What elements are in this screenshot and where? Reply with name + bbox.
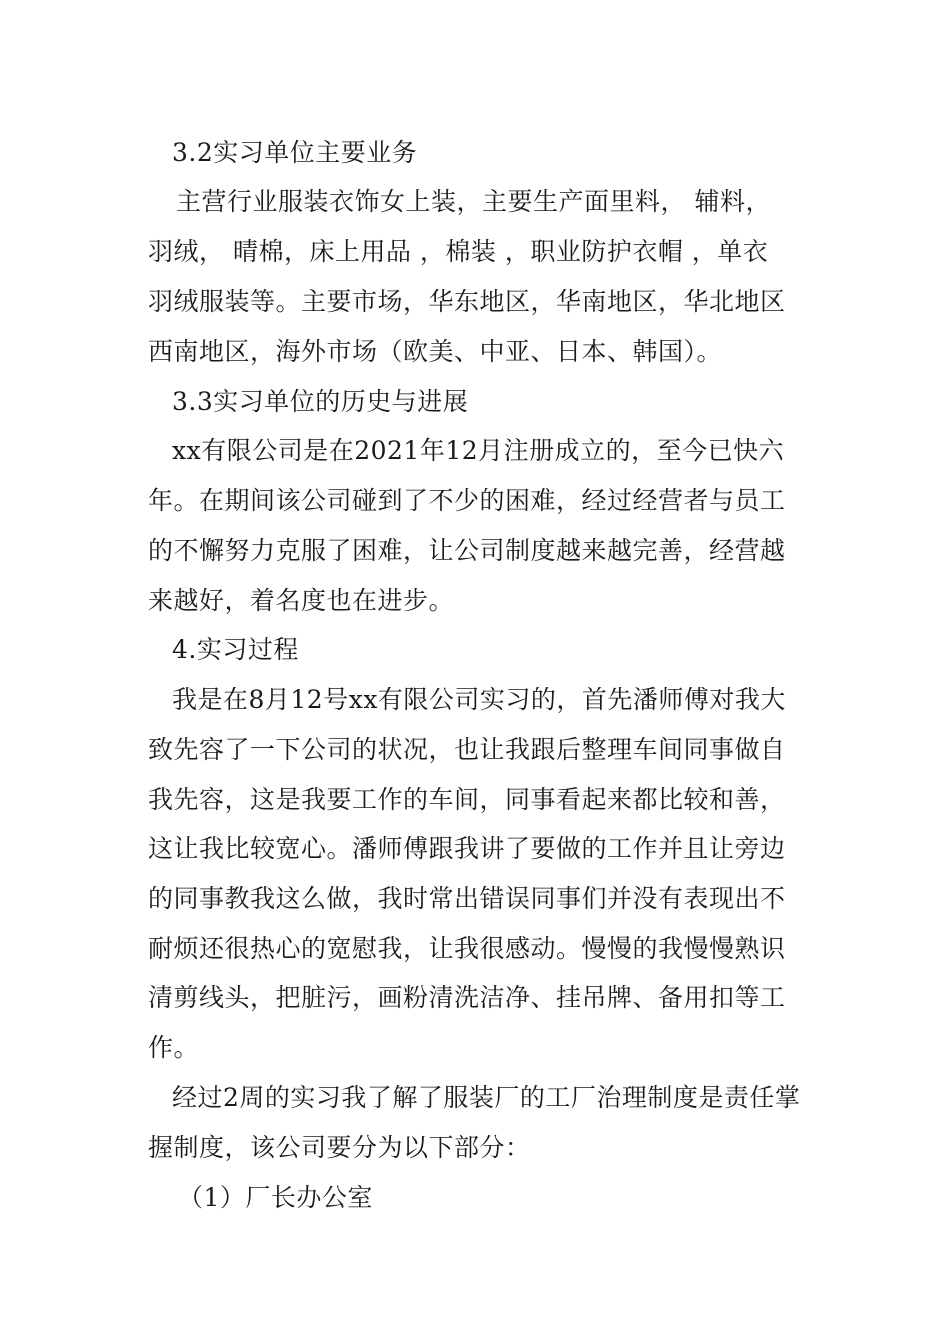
paragraph-line: 来越好，着名度也在进步。 — [148, 586, 455, 615]
section-heading-4: 4.实习过程 — [172, 635, 299, 664]
paragraph-line: 西南地区，海外市场（欧美、中亚、日本、韩国）。 — [148, 337, 723, 366]
paragraph-line: 主营行业服装衣饰女上装，主要生产面里料， 辅料， — [176, 187, 771, 216]
section-heading-3-2: 3.2实习单位主要业务 — [172, 138, 418, 167]
paragraph-line: 羽绒， 晴棉，床上用品 ，棉装 ，职业防护衣帽 ，单衣 — [148, 237, 769, 266]
paragraph-line: 这让我比较宽心。潘师傅跟我讲了要做的工作并且让旁边 — [148, 834, 786, 863]
paragraph-line: 羽绒服装等。主要市场，华东地区，华南地区，华北地区 — [148, 287, 786, 316]
paragraph-line: 年。在期间该公司碰到了不少的困难，经过经营者与员工 — [148, 486, 786, 515]
paragraph-line: xx有限公司是在2021年12月注册成立的，至今已快六 — [172, 436, 785, 465]
paragraph-line: 的不懈努力克服了困难，让公司制度越来越完善，经营越 — [148, 536, 786, 565]
paragraph-line: 我是在8月12号xx有限公司实习的，首先潘师傅对我大 — [172, 685, 786, 714]
list-item: （1）厂长办公室 — [178, 1183, 373, 1212]
paragraph-line: 清剪线头，把脏污，画粉清洗洁净、挂吊牌、备用扣等工 — [148, 983, 786, 1012]
paragraph-line: 经过2周的实习我了解了服装厂的工厂治理制度是责任掌 — [172, 1083, 801, 1112]
paragraph-line: 作。 — [148, 1033, 200, 1062]
paragraph-line: 握制度，该公司要分为以下部分： — [148, 1133, 531, 1162]
paragraph-line: 我先容，这是我要工作的车间，同事看起来都比较和善， — [148, 785, 786, 814]
paragraph-line: 致先容了一下公司的状况，也让我跟后整理车间同事做自 — [148, 735, 786, 764]
paragraph-line: 的同事教我这么做，我时常出错误同事们并没有表现出不 — [148, 884, 786, 913]
paragraph-line: 耐烦还很热心的宽慰我，让我很感动。慢慢的我慢慢熟识 — [148, 934, 786, 963]
section-heading-3-3: 3.3实习单位的历史与进展 — [172, 387, 469, 416]
